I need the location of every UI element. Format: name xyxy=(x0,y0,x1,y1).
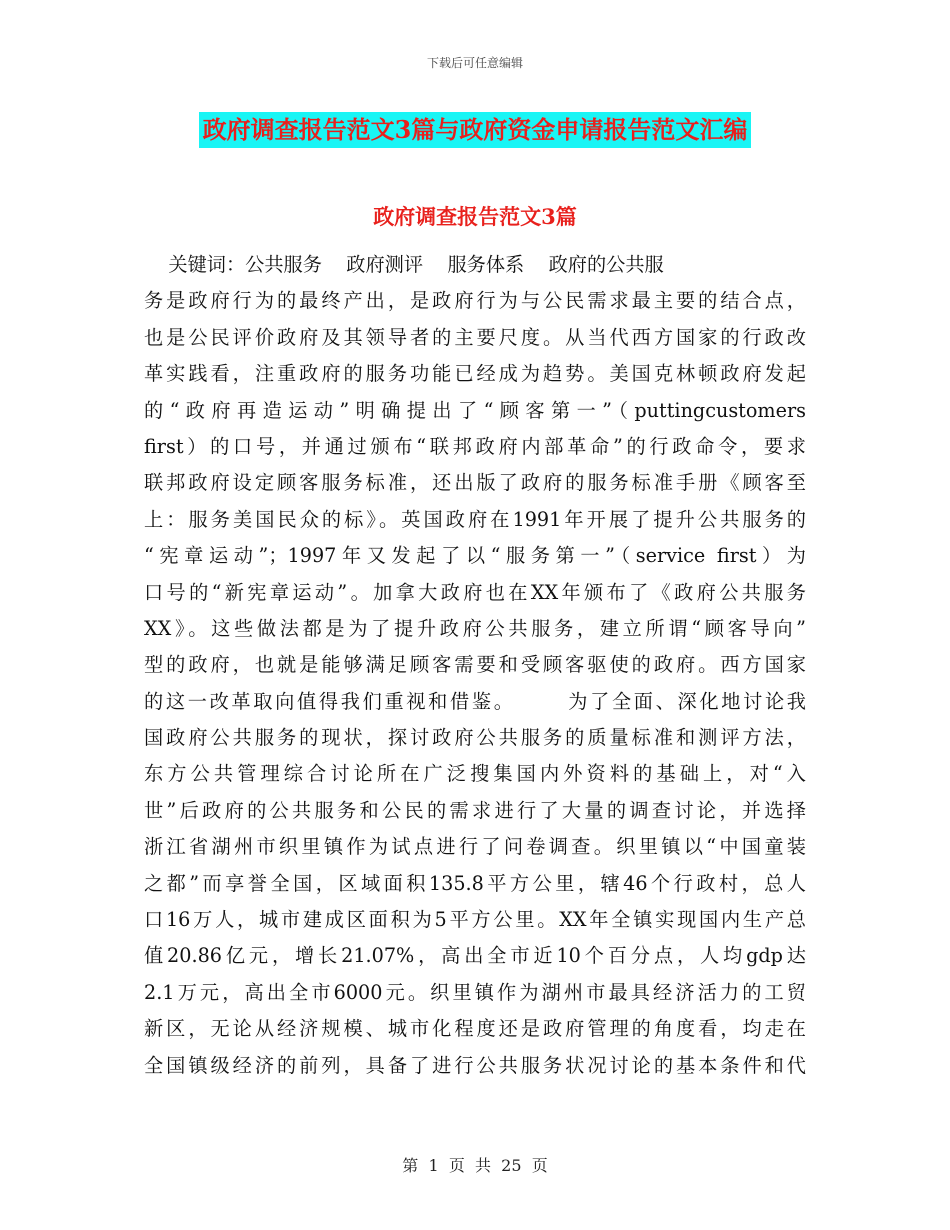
body-text-line: “宪章运动”；1997年又发起了以“服务第一”（service first）为 xyxy=(144,544,806,568)
body-text-line: 世”后政府的公共服务和公民的需求进行了大量的调查讨论，并选择 xyxy=(144,798,806,822)
page-header-note: 下载后可任意编辑 xyxy=(426,56,523,70)
body-text-line: 值20.86亿元，增长21.07%，高出全市近10个百分点，人均gdp达 xyxy=(144,944,806,968)
body-text-line: 联邦政府设定顾客服务标准，还出版了政府的服务标准手册《顾客至 xyxy=(144,471,806,495)
body-text-line: 东方公共管理综合讨论所在广泛搜集国内外资料的基础上，对“入 xyxy=(144,762,806,786)
body-text-line: 之都”而享誉全国，区域面积135.8平方公里，辖46个行政村，总人 xyxy=(144,871,806,895)
body-text-line: 型的政府，也就是能够满足顾客需要和受顾客驱使的政府。西方国家 xyxy=(144,653,806,677)
body-text-line: 2.1万元，高出全市6000元。织里镇作为湖州市最具经济活力的工贸 xyxy=(144,980,806,1004)
body-text-line: 口16万人，城市建成区面积为5平方公里。XX年全镇实现国内生产总 xyxy=(144,908,806,932)
body-text-line: 新区，无论从经济规模、城市化程度还是政府管理的角度看，均走在 xyxy=(144,1017,806,1041)
body-text-line: 浙江省湖州市织里镇作为试点进行了问卷调查。织里镇以“中国童装 xyxy=(144,835,806,859)
body-text-line: 关键词：公共服务 政府测评 服务体系 政府的公共服 xyxy=(144,253,664,276)
body-text-line: 全国镇级经济的前列，具备了进行公共服务状况讨论的基本条件和代 xyxy=(144,1053,806,1077)
body-text-line: 革实践看，注重政府的服务功能已经成为趋势。美国克林顿政府发起 xyxy=(144,362,806,386)
body-text-line: XX》。这些做法都是为了提升政府公共服务，建立所谓“顾客导向” xyxy=(144,616,806,640)
body-text-line: first）的口号，并通过颁布“联邦政府内部革命”的行政命令，要求 xyxy=(144,434,806,458)
document-main-title: 政府调查报告范文3篇与政府资金申请报告范文汇编 xyxy=(199,112,752,148)
body-text-line: 也是公民评价政府及其领导者的主要尺度。从当代西方国家的行政改 xyxy=(144,325,806,349)
body-text-line: 口号的“新宪章运动”。加拿大政府也在XX年颁布了《政府公共服务 xyxy=(144,580,806,604)
page-footer: 第 1 页 共 25 页 xyxy=(402,1156,548,1175)
body-text-line: 上：服务美国民众的标》。英国政府在1991年开展了提升公共服务的 xyxy=(144,507,806,531)
body-text-line: 的“政府再造运动”明确提出了“顾客第一”（puttingcustomers xyxy=(144,398,806,422)
main-title-container xyxy=(0,112,950,148)
body-text-line: 的这一改革取向值得我们重视和借鉴。 为了全面、深化地讨论我 xyxy=(144,689,806,713)
body-text-line: 务是政府行为的最终产出，是政府行为与公民需求最主要的结合点， xyxy=(144,289,806,313)
body-text xyxy=(144,247,806,1084)
body-text-line: 国政府公共服务的现状，探讨政府公共服务的质量标准和测评方法， xyxy=(144,726,806,750)
section-title: 政府调查报告范文3篇 xyxy=(373,204,577,229)
